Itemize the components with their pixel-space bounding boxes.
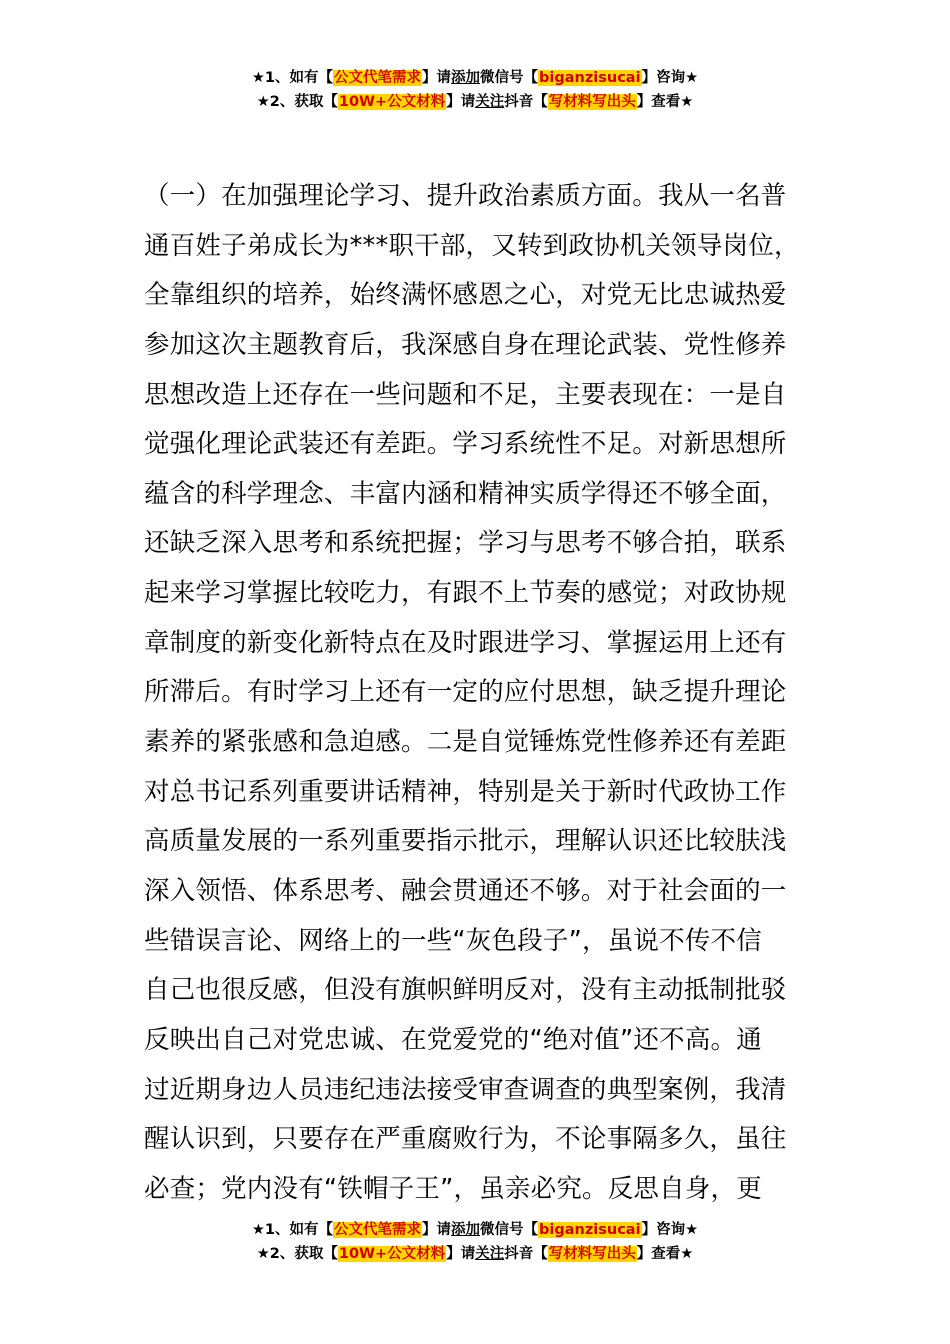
- promo-line-2: ★2、获取【10W+公文材料】请关注抖音【写材料写出头】查看★: [256, 1246, 694, 1262]
- document-body: [144, 172, 814, 1214]
- highlight-douyin-account: 写材料写出头: [548, 1246, 636, 1262]
- body-line: 反映出自己对党忠诚、在党爱党的“绝对值”还不高。通: [144, 1024, 762, 1055]
- body-line: 所滞后。有时学习上还有一定的应付思想，缺乏提升理论: [144, 677, 787, 708]
- highlight-ghostwriting: 公文代笔需求: [334, 70, 422, 86]
- body-line: 过近期身边人员违纪违法接受审查调查的典型案例，我清: [144, 1074, 787, 1105]
- body-line: 觉强化理论武装还有差距。学习系统性不足。对新思想所: [144, 429, 787, 460]
- highlight-wechat-id: biganzisucai: [539, 1222, 641, 1238]
- body-line: 高质量发展的一系列重要指示批示，理解认识还比较肤浅: [144, 826, 787, 857]
- body-line: 必查；党内没有“铁帽子王”，虽亲必究。反思自身，更: [144, 1173, 762, 1204]
- body-line: 起来学习掌握比较吃力，有跟不上节奏的感觉；对政协规: [144, 578, 787, 609]
- highlight-materials: 10W+公文材料: [338, 1246, 446, 1262]
- body-line: 深入领悟、体系思考、融会贯通还不够。对于社会面的一: [144, 875, 787, 906]
- top-promo-banner: [0, 66, 950, 114]
- bottom-promo-banner: [0, 1218, 950, 1266]
- highlight-wechat-id: biganzisucai: [539, 70, 641, 86]
- body-line: 对总书记系列重要讲话精神，特别是关于新时代政协工作: [144, 776, 787, 807]
- promo-line-1: ★1、如有【公文代笔需求】请添加微信号【biganzisucai】咨询★: [251, 70, 699, 86]
- promo-line-2: ★2、获取【10W+公文材料】请关注抖音【写材料写出头】查看★: [256, 94, 694, 110]
- body-line: 通百姓子弟成长为***职干部，又转到政协机关领导岗位，: [144, 230, 800, 261]
- body-line: 全靠组织的培养，始终满怀感恩之心，对党无比忠诚热爱: [144, 280, 787, 311]
- body-line: 醒认识到，只要存在严重腐败行为，不论事隔多久，虽往: [144, 1124, 787, 1155]
- body-line: 思想改造上还存在一些问题和不足，主要表现在：一是自: [144, 379, 787, 410]
- body-line: 蕴含的科学理念、丰富内涵和精神实质学得还不够全面，: [144, 478, 787, 509]
- body-line: 还缺乏深入思考和系统把握；学习与思考不够合拍，联系: [144, 528, 787, 559]
- body-line: （一）在加强理论学习、提升政治素质方面。我从一名普: [144, 181, 787, 211]
- promo-line-1: ★1、如有【公文代笔需求】请添加微信号【biganzisucai】咨询★: [251, 1222, 699, 1238]
- body-line: 素养的紧张感和急迫感。二是自觉锤炼党性修养还有差距: [144, 727, 787, 758]
- body-line: 章制度的新变化新特点在及时跟进学习、掌握运用上还有: [144, 627, 787, 658]
- body-line: 参加这次主题教育后，我深感自身在理论武装、党性修养: [144, 329, 787, 360]
- body-line: 些错误言论、网络上的一些“灰色段子”，虽说不传不信: [144, 925, 762, 956]
- body-line: 自己也很反感，但没有旗帜鲜明反对，没有主动抵制批驳: [144, 975, 787, 1006]
- highlight-douyin-account: 写材料写出头: [548, 94, 636, 110]
- highlight-ghostwriting: 公文代笔需求: [334, 1222, 422, 1238]
- highlight-materials: 10W+公文材料: [338, 94, 446, 110]
